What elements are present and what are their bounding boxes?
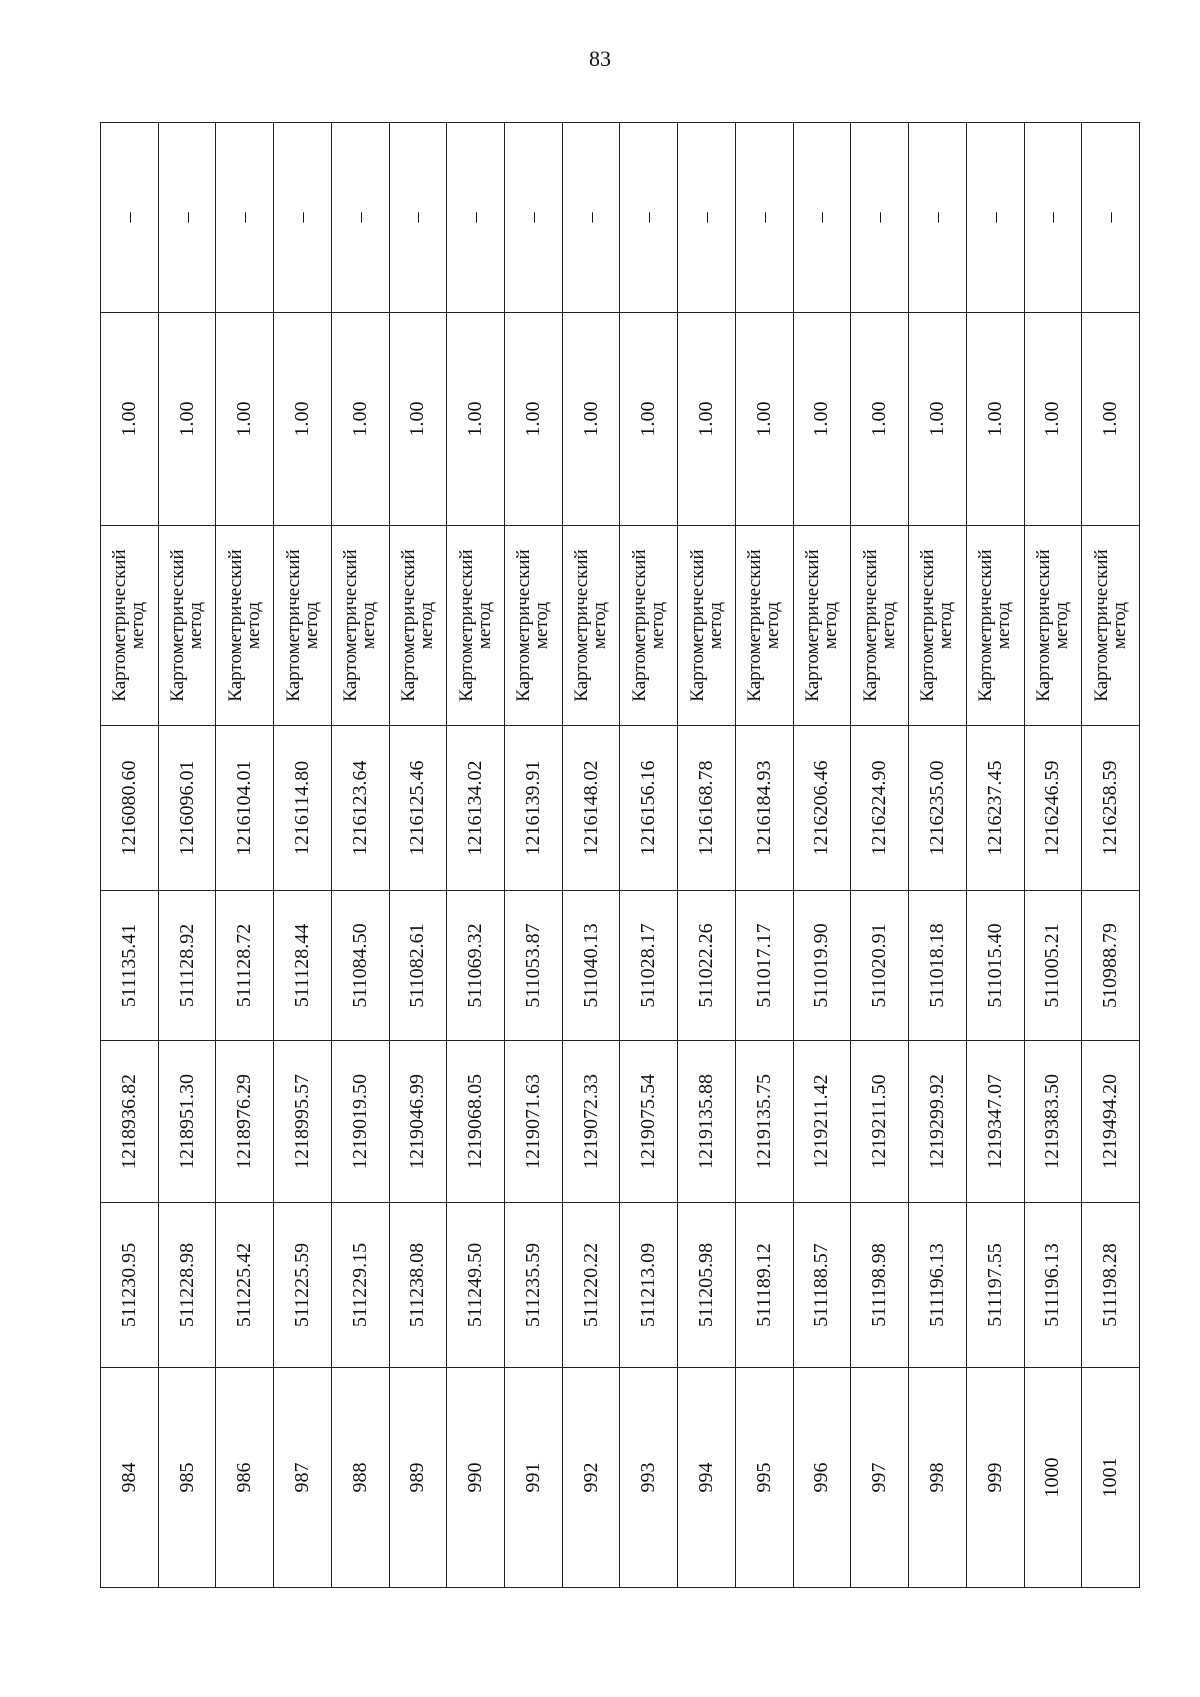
y-coordinate-cell: 1219211.50 (851, 1041, 909, 1203)
method-line-1: Картометрический (340, 549, 362, 702)
method-line-2: метод (531, 601, 553, 650)
y-coordinate-cell: 1219299.92 (909, 1041, 967, 1203)
table-row (793, 123, 851, 1588)
table-row (562, 123, 620, 1588)
point-number-cell: 1001 (1082, 1368, 1140, 1588)
x-coordinate-cell-2: 511022.26 (678, 891, 736, 1041)
x-coordinate-cell: 511225.42 (216, 1203, 274, 1368)
accuracy-cell: 1.00 (793, 313, 851, 526)
note-cell: – (505, 123, 563, 313)
accuracy-cell: 1.00 (909, 313, 967, 526)
y-coordinate-cell-2: 1216235.00 (909, 726, 967, 891)
method-line-2: метод (935, 601, 957, 650)
table-row (447, 123, 505, 1588)
accuracy-cell: 1.00 (216, 313, 274, 526)
method-cell (447, 526, 505, 726)
table-row (735, 123, 793, 1588)
y-coordinate-cell-2: 1216123.64 (331, 726, 389, 891)
method-line-2: метод (300, 601, 322, 650)
y-coordinate-cell-2: 1216156.16 (620, 726, 678, 891)
coordinates-table (100, 122, 1140, 1588)
note-cell: – (735, 123, 793, 313)
table-row (101, 123, 159, 1588)
x-coordinate-cell-2: 511128.44 (274, 891, 332, 1041)
coordinates-table-frame (100, 123, 1140, 1588)
accuracy-cell: 1.00 (1024, 313, 1082, 526)
x-coordinate-cell: 511205.98 (678, 1203, 736, 1368)
note-cell: – (331, 123, 389, 313)
accuracy-cell: 1.00 (735, 313, 793, 526)
table-body (101, 123, 1140, 1588)
note-cell: – (389, 123, 447, 313)
y-coordinate-cell: 1218936.82 (101, 1041, 159, 1203)
table-row (678, 123, 736, 1588)
y-coordinate-cell: 1219071.63 (505, 1041, 563, 1203)
x-coordinate-cell: 511213.09 (620, 1203, 678, 1368)
page-number: 83 (589, 46, 611, 71)
y-coordinate-cell: 1219383.50 (1024, 1041, 1082, 1203)
method-line-2: метод (1108, 601, 1130, 650)
y-coordinate-cell-2: 1216246.59 (1024, 726, 1082, 891)
point-number-cell: 991 (505, 1368, 563, 1588)
method-cell (331, 526, 389, 726)
y-coordinate-cell-2: 1216134.02 (447, 726, 505, 891)
y-coordinate-cell: 1218995.57 (274, 1041, 332, 1203)
method-line-2: метод (473, 601, 495, 650)
point-number-cell: 999 (966, 1368, 1024, 1588)
method-cell (1082, 526, 1140, 726)
x-coordinate-cell: 511198.98 (851, 1203, 909, 1368)
x-coordinate-cell-2: 511128.72 (216, 891, 274, 1041)
x-coordinate-cell: 511196.13 (909, 1203, 967, 1368)
x-coordinate-cell-2: 511082.61 (389, 891, 447, 1041)
y-coordinate-cell-2: 1216224.90 (851, 726, 909, 891)
accuracy-cell: 1.00 (678, 313, 736, 526)
y-coordinate-cell: 1219211.42 (793, 1041, 851, 1203)
y-coordinate-cell: 1218976.29 (216, 1041, 274, 1203)
x-coordinate-cell-2: 511135.41 (101, 891, 159, 1041)
y-coordinate-cell: 1219072.33 (562, 1041, 620, 1203)
method-line-1: Картометрический (859, 549, 881, 702)
y-coordinate-cell: 1219068.05 (447, 1041, 505, 1203)
x-coordinate-cell-2: 511028.17 (620, 891, 678, 1041)
method-cell (735, 526, 793, 726)
table-row (966, 123, 1024, 1588)
accuracy-cell: 1.00 (966, 313, 1024, 526)
accuracy-cell: 1.00 (562, 313, 620, 526)
point-number-cell: 987 (274, 1368, 332, 1588)
y-coordinate-cell: 1219075.54 (620, 1041, 678, 1203)
y-coordinate-cell-2: 1216139.91 (505, 726, 563, 891)
method-line-1: Картометрический (513, 549, 535, 702)
note-cell: – (851, 123, 909, 313)
y-coordinate-cell-2: 1216104.01 (216, 726, 274, 891)
accuracy-cell: 1.00 (1082, 313, 1140, 526)
y-coordinate-cell: 1219135.75 (735, 1041, 793, 1203)
point-number-cell: 996 (793, 1368, 851, 1588)
method-line-1: Картометрический (455, 549, 477, 702)
method-line-2: метод (993, 601, 1015, 650)
note-cell: – (966, 123, 1024, 313)
y-coordinate-cell-2: 1216237.45 (966, 726, 1024, 891)
point-number-cell: 998 (909, 1368, 967, 1588)
method-line-1: Картометрический (282, 549, 304, 702)
x-coordinate-cell: 511225.59 (274, 1203, 332, 1368)
x-coordinate-cell-2: 511128.92 (158, 891, 216, 1041)
method-line-2: метод (415, 601, 437, 650)
method-cell (793, 526, 851, 726)
table-row (274, 123, 332, 1588)
method-line-1: Картометрический (224, 549, 246, 702)
x-coordinate-cell-2: 511084.50 (331, 891, 389, 1041)
accuracy-cell: 1.00 (389, 313, 447, 526)
method-line-1: Картометрический (801, 549, 823, 702)
y-coordinate-cell-2: 1216125.46 (389, 726, 447, 891)
note-cell: – (101, 123, 159, 313)
method-cell (158, 526, 216, 726)
y-coordinate-cell: 1219347.07 (966, 1041, 1024, 1203)
method-cell (1024, 526, 1082, 726)
y-coordinate-cell-2: 1216258.59 (1082, 726, 1140, 891)
table-row (331, 123, 389, 1588)
point-number-cell: 985 (158, 1368, 216, 1588)
method-line-1: Картометрический (1032, 549, 1054, 702)
accuracy-cell: 1.00 (101, 313, 159, 526)
method-cell (216, 526, 274, 726)
y-coordinate-cell-2: 1216206.46 (793, 726, 851, 891)
note-cell: – (216, 123, 274, 313)
note-cell: – (447, 123, 505, 313)
method-cell (274, 526, 332, 726)
x-coordinate-cell: 511189.12 (735, 1203, 793, 1368)
y-coordinate-cell: 1218951.30 (158, 1041, 216, 1203)
x-coordinate-cell: 511235.59 (505, 1203, 563, 1368)
y-coordinate-cell: 1219046.99 (389, 1041, 447, 1203)
point-number-cell: 986 (216, 1368, 274, 1588)
note-cell: – (1024, 123, 1082, 313)
method-line-1: Картометрический (571, 549, 593, 702)
method-line-1: Картометрический (628, 549, 650, 702)
table-row (505, 123, 563, 1588)
accuracy-cell: 1.00 (620, 313, 678, 526)
table-row (620, 123, 678, 1588)
note-cell: – (793, 123, 851, 313)
x-coordinate-cell: 511249.50 (447, 1203, 505, 1368)
x-coordinate-cell-2: 511015.40 (966, 891, 1024, 1041)
method-line-2: метод (242, 601, 264, 650)
x-coordinate-cell-2: 511040.13 (562, 891, 620, 1041)
method-line-1: Картометрический (397, 549, 419, 702)
y-coordinate-cell-2: 1216168.78 (678, 726, 736, 891)
method-line-1: Картометрический (744, 549, 766, 702)
method-line-2: метод (877, 601, 899, 650)
note-cell: – (678, 123, 736, 313)
point-number-cell: 997 (851, 1368, 909, 1588)
x-coordinate-cell-2: 511069.32 (447, 891, 505, 1041)
accuracy-cell: 1.00 (158, 313, 216, 526)
x-coordinate-cell: 511238.08 (389, 1203, 447, 1368)
accuracy-cell: 1.00 (331, 313, 389, 526)
point-number-cell: 995 (735, 1368, 793, 1588)
y-coordinate-cell: 1219494.20 (1082, 1041, 1140, 1203)
y-coordinate-cell-2: 1216184.93 (735, 726, 793, 891)
point-number-cell: 993 (620, 1368, 678, 1588)
x-coordinate-cell: 511220.22 (562, 1203, 620, 1368)
method-line-2: метод (1050, 601, 1072, 650)
method-cell (389, 526, 447, 726)
table-row (158, 123, 216, 1588)
x-coordinate-cell: 511229.15 (331, 1203, 389, 1368)
method-cell (966, 526, 1024, 726)
method-line-1: Картометрический (1090, 549, 1112, 702)
method-cell (909, 526, 967, 726)
x-coordinate-cell: 511196.13 (1024, 1203, 1082, 1368)
table-row (1024, 123, 1082, 1588)
note-cell: – (158, 123, 216, 313)
method-cell (562, 526, 620, 726)
note-cell: – (909, 123, 967, 313)
accuracy-cell: 1.00 (274, 313, 332, 526)
note-cell: – (562, 123, 620, 313)
accuracy-cell: 1.00 (851, 313, 909, 526)
method-line-2: метод (358, 601, 380, 650)
table-row (851, 123, 909, 1588)
x-coordinate-cell: 511228.98 (158, 1203, 216, 1368)
y-coordinate-cell: 1219019.50 (331, 1041, 389, 1203)
note-cell: – (1082, 123, 1140, 313)
y-coordinate-cell-2: 1216148.02 (562, 726, 620, 891)
point-number-cell: 990 (447, 1368, 505, 1588)
table-row (216, 123, 274, 1588)
method-line-2: метод (762, 601, 784, 650)
y-coordinate-cell: 1219135.88 (678, 1041, 736, 1203)
method-line-2: метод (589, 601, 611, 650)
method-line-2: метод (185, 601, 207, 650)
accuracy-cell: 1.00 (505, 313, 563, 526)
x-coordinate-cell-2: 511019.90 (793, 891, 851, 1041)
method-cell (678, 526, 736, 726)
x-coordinate-cell-2: 511005.21 (1024, 891, 1082, 1041)
method-line-1: Картометрический (975, 549, 997, 702)
method-line-2: метод (704, 601, 726, 650)
note-cell: – (620, 123, 678, 313)
method-line-1: Картометрический (167, 549, 189, 702)
method-line-2: метод (646, 601, 668, 650)
point-number-cell: 994 (678, 1368, 736, 1588)
method-line-1: Картометрический (109, 549, 131, 702)
x-coordinate-cell: 511197.55 (966, 1203, 1024, 1368)
method-line-2: метод (127, 601, 149, 650)
x-coordinate-cell-2: 511017.17 (735, 891, 793, 1041)
method-cell (851, 526, 909, 726)
method-cell (620, 526, 678, 726)
table-row (1082, 123, 1140, 1588)
method-cell (101, 526, 159, 726)
y-coordinate-cell-2: 1216080.60 (101, 726, 159, 891)
point-number-cell: 992 (562, 1368, 620, 1588)
x-coordinate-cell-2: 511053.87 (505, 891, 563, 1041)
point-number-cell: 984 (101, 1368, 159, 1588)
point-number-cell: 1000 (1024, 1368, 1082, 1588)
x-coordinate-cell-2: 510988.79 (1082, 891, 1140, 1041)
x-coordinate-cell-2: 511020.91 (851, 891, 909, 1041)
y-coordinate-cell-2: 1216096.01 (158, 726, 216, 891)
x-coordinate-cell: 511230.95 (101, 1203, 159, 1368)
x-coordinate-cell: 511198.28 (1082, 1203, 1140, 1368)
table-row (389, 123, 447, 1588)
method-line-2: метод (819, 601, 841, 650)
method-cell (505, 526, 563, 726)
x-coordinate-cell-2: 511018.18 (909, 891, 967, 1041)
accuracy-cell: 1.00 (447, 313, 505, 526)
y-coordinate-cell-2: 1216114.80 (274, 726, 332, 891)
method-line-1: Картометрический (917, 549, 939, 702)
x-coordinate-cell: 511188.57 (793, 1203, 851, 1368)
table-row (909, 123, 967, 1588)
note-cell: – (274, 123, 332, 313)
point-number-cell: 989 (389, 1368, 447, 1588)
point-number-cell: 988 (331, 1368, 389, 1588)
method-line-1: Картометрический (686, 549, 708, 702)
